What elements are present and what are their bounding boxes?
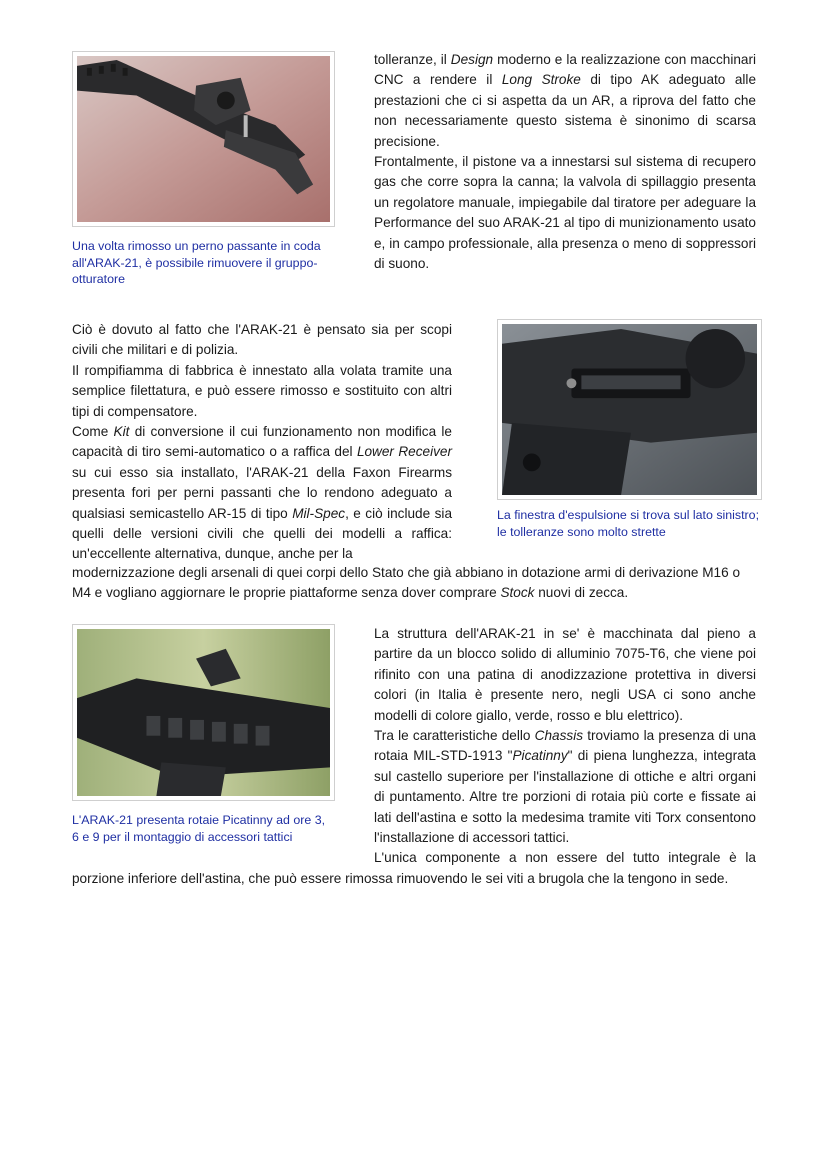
figure-3-caption: L'ARAK-21 presenta rotaie Picatinny ad ore 3, 6 e 9 per il montaggio di accessori tattici xyxy=(72,813,326,844)
section-3-tail xyxy=(72,869,756,889)
section-2-text xyxy=(72,320,452,565)
section-3-text xyxy=(374,624,756,869)
bolt-carrier-photo xyxy=(77,56,330,222)
paragraph: Il rompifiamma di fabbrica è innestato alla volata tramite una semplice filettatura, e può essere rimosso e sostituito con altri tipi di compensatore. xyxy=(72,362,452,419)
ejection-port-photo xyxy=(502,324,757,495)
section-2-tail xyxy=(72,563,756,604)
paragraph: porzione inferiore dell'astina, che può essere rimossa rimuovendo le sei viti a brugola che la tengono in sede. xyxy=(72,871,729,886)
paragraph: L'unica componente a non essere del tutto integrale è la xyxy=(374,850,756,866)
figure-2-caption: La finestra d'espulsione si trova sul lato sinistro; le tolleranze sono molto strette xyxy=(497,508,760,539)
paragraph: La struttura dell'ARAK-21 in se' è macchinata dal pieno a partire da un blocco solido di alluminio 7075-T6, che viene poi rifinito con una patina di anodizzazione protettiva in diversi colori (in Italia è presente nero, negli USA ci sono anche modelli di colore giallo, verde, rosso e blu elettrico). xyxy=(374,626,756,723)
figure-3-photo xyxy=(72,624,335,801)
section-1-text xyxy=(374,50,756,274)
paragraph: Tra le caratteristiche dello Chassis troviamo la presenza di una rotaia MIL-STD-1913 "Picatinny" di piena lunghezza, integrata sul castello superiore per l'installazione di ottiche e altri organi di puntamento. Altre tre porzioni di rotaia più corte e fissate ai lati dell'astina e sotto la medesima tramite viti Torx consentono l'installazione di accessori tattici. xyxy=(374,728,756,846)
paragraph: Ciò è dovuto al fatto che l'ARAK-21 è pensato sia per scopi civili che militari e di polizia. xyxy=(72,322,452,358)
figure-1-photo xyxy=(72,51,335,227)
figure-1-caption: Una volta rimosso un perno passante in coda all'ARAK-21, è possibile rimuovere il gruppo-otturatore xyxy=(72,239,321,286)
picatinny-rail-photo xyxy=(77,629,330,796)
paragraph: tolleranze, il Design moderno e la realizzazione con macchinari CNC a rendere il Long Stroke di tipo AK adeguato alle prestazioni che ci si aspetta da un AR, a riprova del fatto che non necessariamente questo sistema è sinonimo di scarsa precisione. xyxy=(374,52,757,149)
paragraph: modernizzazione degli arsenali di quei corpi dello Stato che già abbiano in dotazione armi di derivazione M16 o M4 e vogliano aggiornare le proprie piattaforme senza dover comprare Stock nuovi di zecca. xyxy=(72,565,741,601)
paragraph: Frontalmente, il pistone va a innestarsi sul sistema di recupero gas che corre sopra la canna; la valvola di spillaggio presenta un regolatore manuale, impiegabile dal tiratore per adeguare la Performance del suo ARAK-21 al tipo di munizionamento usato e, in campo professionale, alla presenza o meno di soppressori di suono. xyxy=(374,154,756,272)
figure-2-photo xyxy=(497,319,762,500)
paragraph: Come Kit di conversione il cui funzionamento non modifica le capacità di tiro semi-automatico o a raffica del Lower Receiver su cui esso sia installato, l'ARAK-21 della Faxon Firearms presenta fori per perni passanti che lo rendono adeguato a qualsiasi semicastello AR-15 di tipo Mil-Spec, e ciò include sia quelli delle versioni civili che quelli dei modelli a raffica: un'eccellente alternativa, dunque, anche per la xyxy=(72,424,452,562)
